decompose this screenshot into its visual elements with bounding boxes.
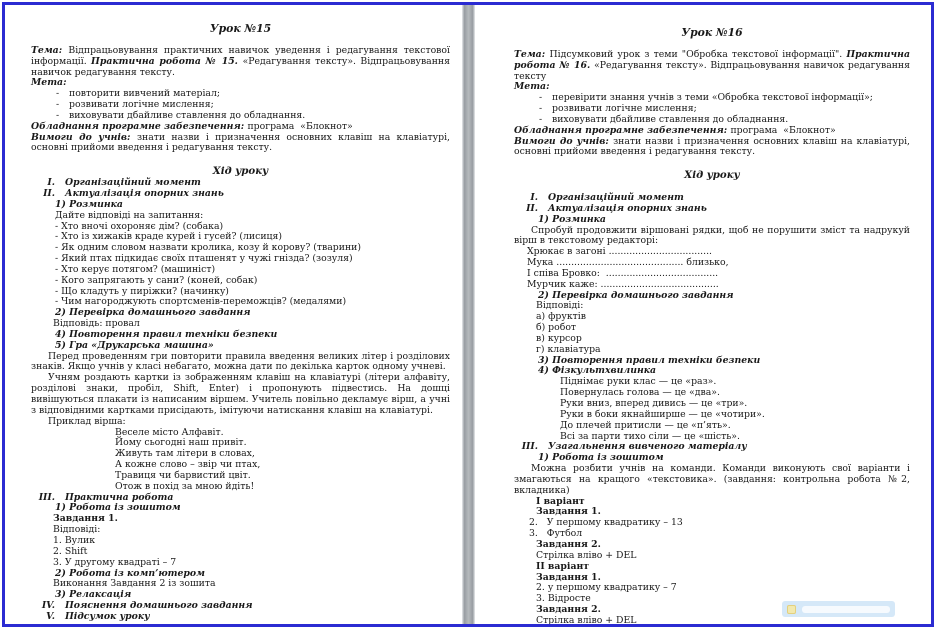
text-segment: Руки вниз, вперед дивись — це «три».: [560, 398, 748, 409]
doc-line: [514, 48, 914, 83]
text-segment: Дайте відповіді на запитання:: [55, 209, 204, 221]
text-segment: 2) Перевірка домашнього завдання: [55, 307, 251, 319]
lesson-title: [31, 22, 450, 35]
lesson-title: [514, 26, 910, 39]
text-segment: 3. Футбол: [529, 528, 583, 540]
text-segment: Обладнання програмне забезпечення:: [514, 124, 731, 136]
bullet-dash: -: [539, 113, 543, 125]
text-segment: Приклад вірша:: [48, 415, 126, 427]
text-segment: Хрюкає в загоні ...................................: [527, 246, 713, 258]
page-gutter: [462, 5, 475, 625]
doc-line: [536, 312, 910, 323]
text-segment: Обладнання програмне забезпечення:: [31, 120, 248, 132]
text-segment: 2) Перевірка домашнього завдання: [538, 289, 734, 301]
list-roman-number: III.: [521, 441, 538, 453]
list-roman-number: V.: [46, 610, 55, 622]
text-segment: Завдання 1.: [536, 571, 601, 583]
text-segment: А кожне слово – звір чи птах,: [115, 459, 261, 471]
text-segment: І співа Бровко: ......................................: [527, 267, 719, 279]
text-segment: Вимоги до учнів:: [31, 131, 137, 143]
text-segment: Веселе місто Алфавіт.: [115, 426, 224, 438]
doc-line: [31, 612, 450, 623]
doc-line: [514, 224, 913, 248]
list-roman-label: [65, 612, 150, 623]
text-segment: 2. у першому квадратику – 7: [536, 582, 677, 594]
list-roman-number: I.: [47, 177, 55, 189]
bullet-dash: -: [56, 109, 60, 121]
watermark-text-placeholder: [802, 606, 890, 613]
text-segment: II варіант: [536, 560, 590, 572]
text-segment: Руки в боки якнайширше — це «чотири».: [560, 408, 765, 420]
text-segment: Урок №15: [209, 22, 272, 35]
text-segment: 1) Розминка: [538, 213, 606, 225]
text-segment: Тема:: [514, 48, 550, 60]
doc-line: [53, 536, 450, 547]
text-segment: - Що кладуть у пиріжки? (начинку): [55, 285, 229, 297]
text-segment: Відпрацьовування практичних навичок уведення і редагування текстової інформації.: [31, 44, 453, 67]
text-segment: Завдання 2.: [536, 538, 601, 550]
text-segment: Актуалізація опорних знань: [65, 187, 224, 199]
text-segment: Завдання 1.: [536, 506, 601, 518]
bullet-dash: -: [56, 99, 60, 111]
doc-line: [31, 372, 453, 416]
text-segment: 4) Фізкультхвилинка: [538, 365, 657, 377]
text-segment: «Редагування тексту». Відпрацьовування навичок редагування тексту: [514, 59, 913, 82]
text-segment: Практична робота № 15.: [91, 55, 243, 67]
text-segment: 3) Повторення правил техніки безпеки: [538, 354, 761, 366]
text-segment: Травиця чи барвистий цвіт.: [115, 469, 251, 481]
text-segment: - Чим нагороджують спортсменів-переможців? (медалями): [55, 296, 347, 308]
text-segment: Організаційний момент: [548, 191, 684, 203]
blank-line: [31, 154, 450, 165]
list-roman-number: III.: [38, 491, 55, 503]
text-segment: Хід уроку: [684, 169, 740, 182]
text-segment: Відповіді:: [53, 524, 101, 536]
text-segment: перевірити знання учнів з теми «Обробка текстової інформації»;: [552, 92, 873, 104]
doc-line: [53, 514, 450, 525]
text-segment: Відповідь: провал: [53, 318, 140, 330]
text-segment: Піднімає руки клас — це «раз».: [560, 376, 717, 388]
text-segment: Спробуй продовжити віршовані рядки, щоб не порушити зміст та надрукуй вірш в текстовому редакторі:: [514, 224, 913, 247]
doc-line: [536, 301, 910, 312]
bullet-dash: -: [56, 88, 60, 100]
text-segment: повторити вивчений матеріал;: [69, 88, 220, 100]
text-segment: 5) Гра «Друкарська машина»: [55, 339, 214, 351]
text-segment: 2. У першому квадратику – 13: [529, 517, 683, 529]
doc-line: [538, 291, 910, 302]
doc-line: [31, 350, 453, 374]
text-segment: Живуть там літери в словах,: [115, 448, 255, 460]
text-segment: Актуалізація опорних знань: [548, 202, 707, 214]
text-segment: знати назви і призначення основних клавіш на клавіатурі, основні прийоми введення і редагування тексту.: [514, 135, 913, 158]
text-segment: Можна розбити учнів на команди. Команди виконують свої варіанти і змагаються на кращого «текстовика». (завдання: контрольна робота №2, вкладника): [514, 463, 913, 496]
text-segment: 1. Вулик: [53, 534, 96, 546]
text-segment: «Редагування тексту». Відпрацьовування навичок редагування тексту.: [31, 55, 453, 78]
doc-line: [31, 44, 453, 79]
text-segment: 3) Релаксація: [55, 589, 132, 601]
text-segment: Організаційний момент: [65, 177, 201, 189]
text-segment: розвивати логічне мислення;: [552, 103, 697, 115]
text-segment: програма «Блокнот»: [730, 124, 836, 136]
text-segment: Мука ........................................... близько,: [527, 257, 729, 269]
text-segment: Відповіді:: [536, 300, 584, 312]
text-segment: 2. Shift: [53, 545, 88, 557]
text-segment: Хід уроку: [212, 165, 269, 178]
text-segment: - Як одним словом назвати кролика, козу й корову? (тварини): [55, 242, 361, 254]
page-right: [475, 5, 930, 625]
text-segment: До плечей притисли — це «п’ять».: [560, 419, 731, 431]
doc-line: [536, 616, 910, 627]
list-roman-number: II.: [43, 187, 55, 199]
text-segment: Учням роздають картки із зображенням клавіш на клавіатурі (літери алфавіту, розділові знаки, пробіл, Shift, Enter) і пропонують підвестись. На дошці вивішуються плакати із написаним віршем. Учитель повільно декламує вірш, а учні з відповідними картками присідають, імітуючи натискання клавіш на клавіатурі.: [31, 372, 453, 416]
text-segment: Перед проведенням гри повторити правила введення великих літер і розділових знаків. Якщо учнів у класі небагато, можна дати по декілька карток одному учневі.: [31, 350, 453, 373]
text-segment: виховувати дбайливе ставлення до обладнання.: [552, 113, 789, 125]
doc-line: [536, 551, 910, 562]
page-left: [5, 5, 462, 625]
doc-line: [536, 583, 910, 594]
list-roman-number: I.: [530, 191, 538, 203]
text-segment: Мета:: [31, 77, 67, 89]
text-segment: - Хто вночі охороняє дім? (собака): [55, 220, 224, 232]
text-segment: Стрілка вліво + DEL: [536, 549, 637, 561]
text-segment: Стрілка вліво + DEL: [536, 614, 637, 626]
text-segment: Вимоги до учнів:: [514, 135, 614, 147]
doc-line: [529, 518, 910, 529]
doc-line: [514, 115, 910, 126]
text-segment: Узагальнення вивченого матеріалу: [548, 441, 747, 453]
doc-line: [53, 525, 450, 536]
text-segment: г) клавіатура: [536, 343, 601, 355]
blank-line: [514, 158, 910, 169]
doc-line: [514, 135, 913, 159]
text-segment: Всі за парти тихо сіли — це «шість».: [560, 430, 740, 442]
watermark-icon: [787, 605, 796, 614]
text-segment: 3. Відросте: [536, 593, 591, 605]
list-roman-number: IV.: [41, 600, 55, 612]
text-segment: б) робот: [536, 322, 577, 334]
text-segment: 1) Робота із зошитом: [55, 502, 181, 514]
doc-line: [31, 417, 450, 428]
bullet-dash: -: [539, 103, 543, 115]
text-segment: 3. У другому квадраті – 7: [53, 556, 177, 568]
text-segment: виховувати дбайливе ставлення до обладнання.: [69, 109, 306, 121]
text-segment: - Хто керує потягом? (машиніст): [55, 263, 216, 275]
text-segment: програма «Блокнот»: [247, 120, 353, 132]
text-segment: Практична робота: [65, 491, 174, 503]
text-segment: 1) Розминка: [55, 198, 123, 210]
text-segment: Завдання 1.: [53, 513, 118, 525]
doc-line: [31, 131, 453, 155]
text-segment: а) фруктів: [536, 311, 586, 323]
text-segment: 4) Повторення правил техніки безпеки: [55, 328, 278, 340]
bullet-dash: -: [539, 92, 543, 104]
text-segment: 2) Робота із комп’ютером: [55, 567, 205, 579]
text-segment: Виконання Завдання 2 із зошита: [53, 578, 216, 590]
text-segment: Мета:: [514, 81, 550, 93]
text-segment: Мурчик каже: ........................................: [527, 278, 719, 290]
doc-line: [514, 463, 913, 497]
doc-line: [514, 169, 910, 182]
doc-line: [31, 111, 450, 122]
list-roman-number: II.: [526, 202, 538, 214]
text-segment: Завдання 2.: [536, 604, 601, 616]
text-segment: Пояснення домашнього завдання: [65, 600, 253, 612]
doc-line: [536, 323, 910, 334]
text-segment: - Який птах підкидає своїх пташенят у чужі гнізда? (зозуля): [55, 253, 353, 265]
text-segment: в) курсор: [536, 332, 582, 344]
watermark-badge[interactable]: [782, 601, 895, 617]
text-segment: I варіант: [536, 495, 585, 507]
text-segment: Урок №16: [681, 26, 743, 39]
text-segment: Практична робота № 16.: [514, 48, 914, 71]
text-segment: Підсумок уроку: [65, 610, 150, 622]
text-segment: Тема:: [31, 44, 69, 56]
text-segment: Підсумковий урок з теми "Обробка текстової інформації".: [549, 48, 847, 60]
text-segment: 1) Робота із зошитом: [538, 452, 664, 464]
text-segment: - Хто із хижаків краде курей і гусей? (лисиця): [55, 231, 283, 243]
text-segment: знати назви і призначення основних клавіш на клавіатурі, основні прийоми введення і редагування тексту.: [31, 131, 453, 154]
text-segment: розвивати логічне мислення;: [69, 99, 214, 111]
text-segment: Йому сьогодні наш привіт.: [115, 437, 247, 449]
text-segment: - Кого запрягають у сани? (коней, собак): [55, 274, 258, 286]
text-segment: Повернулась голова — це «два».: [560, 387, 720, 399]
text-segment: Отож в похід за мною йдіть!: [115, 480, 255, 492]
